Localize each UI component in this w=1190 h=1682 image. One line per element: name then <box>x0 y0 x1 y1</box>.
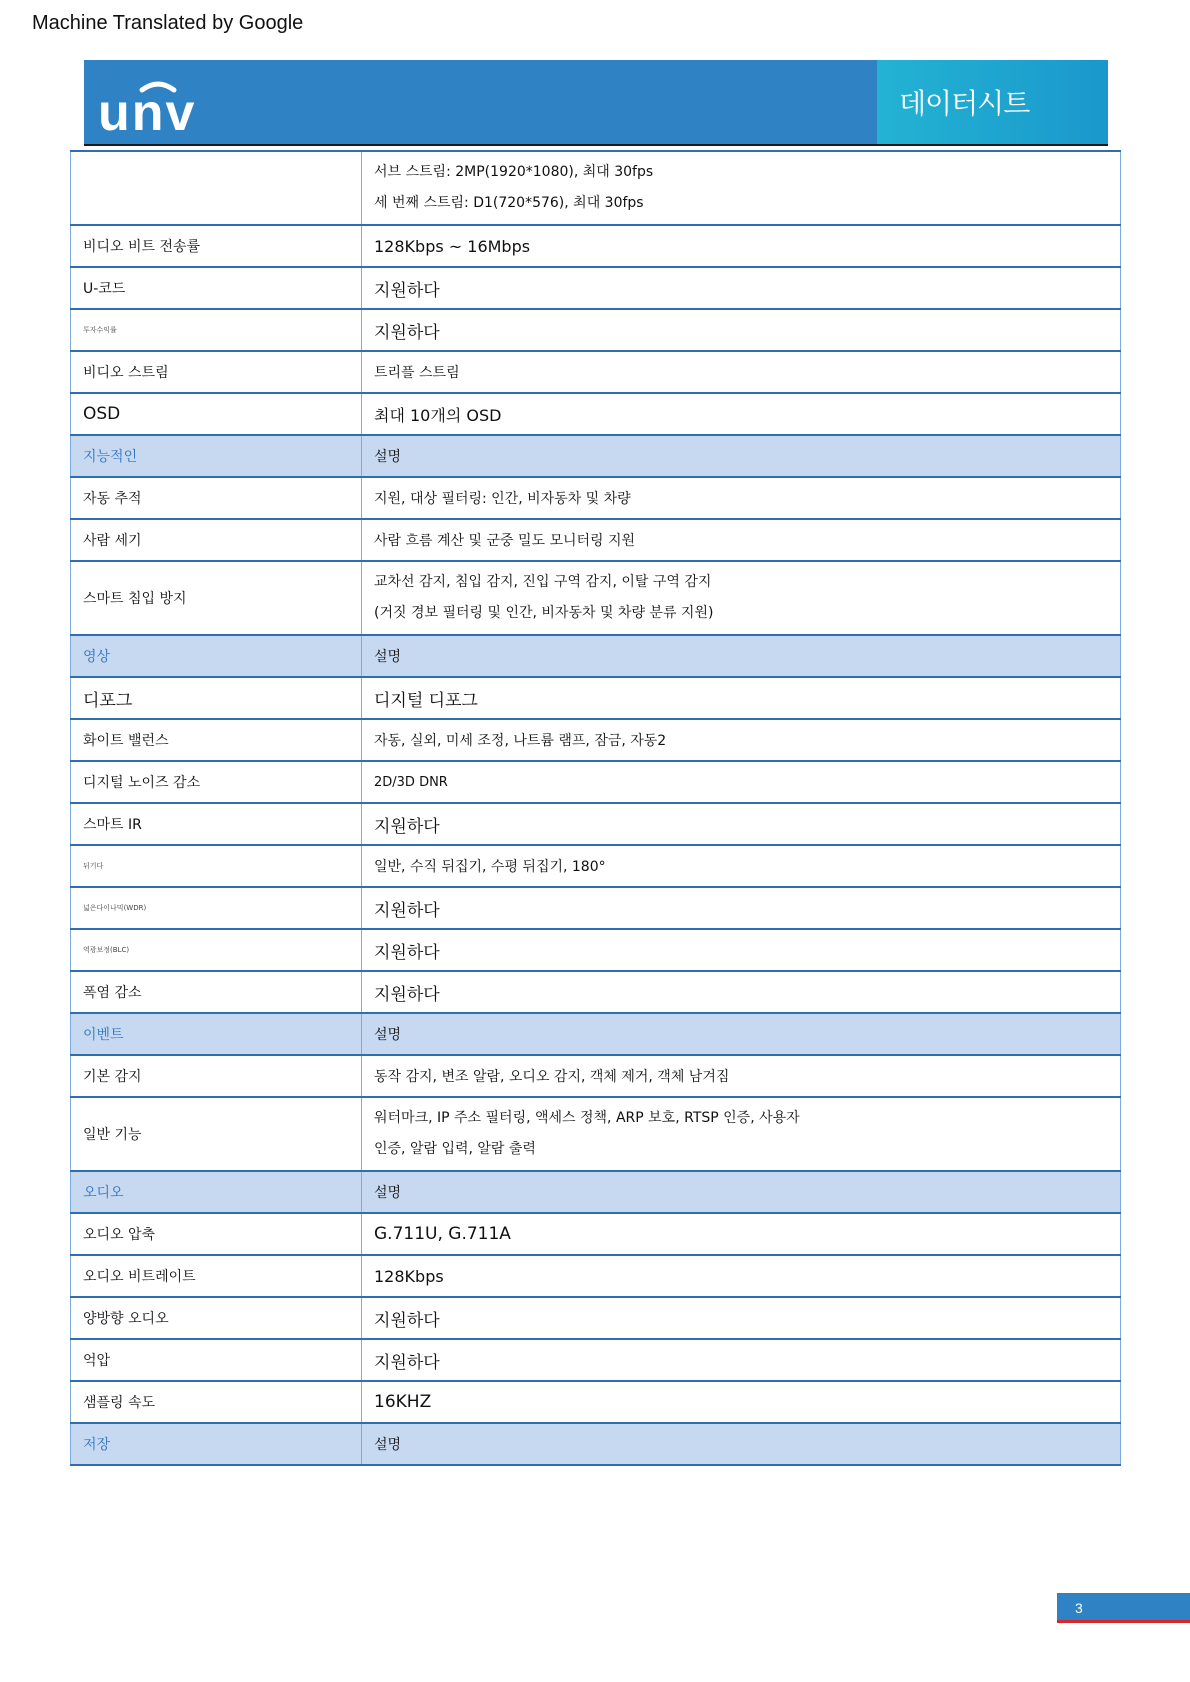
row-label <box>71 151 362 225</box>
row-value: 128Kbps <box>362 1255 1121 1297</box>
row-label: 오디오 비트레이트 <box>71 1255 362 1297</box>
table-row <box>71 351 1121 393</box>
row-value: 지원, 대상 필터링: 인간, 비자동차 및 차량 <box>362 477 1121 519</box>
table-row <box>71 477 1121 519</box>
row-label: 기본 감지 <box>71 1055 362 1097</box>
section-header-row <box>71 435 1121 477</box>
row-label: 사람 세기 <box>71 519 362 561</box>
row-value: 일반, 수직 뒤집기, 수평 뒤집기, 180° <box>362 845 1121 887</box>
section-header-row <box>71 635 1121 677</box>
row-value: 지원하다 <box>362 929 1121 971</box>
row-label: 넓은다이나믹(WDR) <box>71 887 362 929</box>
table-row <box>71 393 1121 435</box>
row-label: 디지털 노이즈 감소 <box>71 761 362 803</box>
page-number: 3 <box>1057 1593 1190 1623</box>
spec-table <box>70 150 1121 1466</box>
table-row <box>71 1339 1121 1381</box>
section-description-label: 설명 <box>362 635 1121 677</box>
table-row <box>71 845 1121 887</box>
row-value: 지원하다 <box>362 887 1121 929</box>
row-value-line: 서브 스트림: 2MP(1920*1080), 최대 30fps <box>374 164 654 180</box>
row-value: 지원하다 <box>362 971 1121 1013</box>
header-title-area <box>877 60 1108 144</box>
table-row <box>71 267 1121 309</box>
row-value: 사람 흐름 계산 및 군중 밀도 모니터링 지원 <box>362 519 1121 561</box>
header-banner <box>84 60 1108 146</box>
row-value-line: 워터마크, IP 주소 필터링, 액세스 정책, ARP 보호, RTSP 인증, 사용자 <box>374 1110 800 1126</box>
section-header-row <box>71 1013 1121 1055</box>
section-description-label: 설명 <box>362 1013 1121 1055</box>
row-value-line: 교차선 감지, 침입 감지, 진입 구역 감지, 이탈 구역 감지 <box>374 574 712 590</box>
row-value: 지원하다 <box>362 1339 1121 1381</box>
row-value: 동작 감지, 변조 알람, 오디오 감지, 객체 제거, 객체 남겨짐 <box>362 1055 1121 1097</box>
table-row <box>71 677 1121 719</box>
header-logo-area <box>84 60 877 144</box>
row-value: 지원하다 <box>362 1297 1121 1339</box>
row-label: 디포그 <box>71 677 362 719</box>
row-label: 일반 기능 <box>71 1097 362 1171</box>
row-label: 뒤기다 <box>71 845 362 887</box>
row-value: 2D/3D DNR <box>362 761 1121 803</box>
row-label: 화이트 밸런스 <box>71 719 362 761</box>
section-description-label: 설명 <box>362 1171 1121 1213</box>
machine-translation-note: Machine Translated by Google <box>32 12 304 34</box>
row-value-line: (거짓 경보 필터링 및 인간, 비자동차 및 차량 분류 지원) <box>374 605 714 621</box>
row-label: U-코드 <box>71 267 362 309</box>
table-row <box>71 1297 1121 1339</box>
row-label: 비디오 스트림 <box>71 351 362 393</box>
section-description-label: 설명 <box>362 1423 1121 1465</box>
row-value-line: 인증, 알람 입력, 알람 출력 <box>374 1141 536 1157</box>
table-row <box>71 1255 1121 1297</box>
section-title: 오디오 <box>71 1171 362 1213</box>
table-row <box>71 929 1121 971</box>
row-value: 디지털 디포그 <box>362 677 1121 719</box>
row-value: G.711U, G.711A <box>362 1213 1121 1255</box>
row-label: 양방향 오디오 <box>71 1297 362 1339</box>
row-value <box>362 1097 1121 1171</box>
section-title: 영상 <box>71 635 362 677</box>
table-row <box>71 803 1121 845</box>
table-row <box>71 1055 1121 1097</box>
row-value: 최대 10개의 OSD <box>362 393 1121 435</box>
table-row <box>71 151 1121 225</box>
row-value: 128Kbps ~ 16Mbps <box>362 225 1121 267</box>
section-description-label: 설명 <box>362 435 1121 477</box>
row-value: 지원하다 <box>362 267 1121 309</box>
row-label: 억압 <box>71 1339 362 1381</box>
row-value <box>362 561 1121 635</box>
table-row <box>71 561 1121 635</box>
table-row <box>71 225 1121 267</box>
section-header-row <box>71 1171 1121 1213</box>
row-label: 샘플링 속도 <box>71 1381 362 1423</box>
row-label: 투자수익률 <box>71 309 362 351</box>
table-row <box>71 309 1121 351</box>
row-value: 트리플 스트림 <box>362 351 1121 393</box>
row-label: 스마트 IR <box>71 803 362 845</box>
row-value <box>362 151 1121 225</box>
row-value: 지원하다 <box>362 803 1121 845</box>
row-value: 자동, 실외, 미세 조정, 나트륨 램프, 잠금, 자동2 <box>362 719 1121 761</box>
row-label: 역광보정(BLC) <box>71 929 362 971</box>
table-row <box>71 1381 1121 1423</box>
table-row <box>71 1213 1121 1255</box>
row-label: 자동 추적 <box>71 477 362 519</box>
unv-logo <box>98 72 210 134</box>
row-label: 비디오 비트 전송률 <box>71 225 362 267</box>
section-title: 이벤트 <box>71 1013 362 1055</box>
row-value: 16KHZ <box>362 1381 1121 1423</box>
table-row <box>71 887 1121 929</box>
section-title: 지능적인 <box>71 435 362 477</box>
section-header-row <box>71 1423 1121 1465</box>
row-label: 폭염 감소 <box>71 971 362 1013</box>
row-label: 오디오 압축 <box>71 1213 362 1255</box>
table-row <box>71 1097 1121 1171</box>
section-title: 저장 <box>71 1423 362 1465</box>
table-row <box>71 719 1121 761</box>
row-label: OSD <box>71 393 362 435</box>
table-row <box>71 519 1121 561</box>
row-value: 지원하다 <box>362 309 1121 351</box>
table-row <box>71 971 1121 1013</box>
svg-text:unv: unv <box>98 84 197 134</box>
header-title: 데이터시트 <box>899 87 1030 120</box>
row-label: 스마트 침입 방지 <box>71 561 362 635</box>
table-row <box>71 761 1121 803</box>
row-value-line: 세 번째 스트림: D1(720*576), 최대 30fps <box>374 195 644 211</box>
